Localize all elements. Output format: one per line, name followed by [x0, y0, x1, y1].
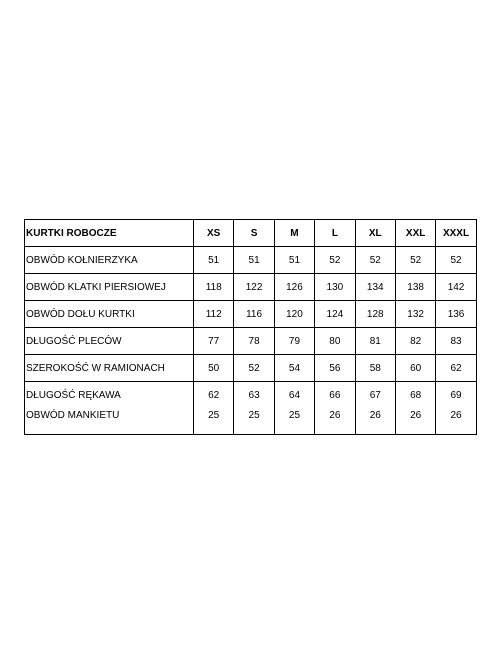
- measurement-value: 26: [315, 408, 355, 435]
- measurement-label: OBWÓD MANKIETU: [25, 408, 194, 435]
- measurement-value: 124: [315, 301, 355, 328]
- measurement-value: 54: [274, 355, 314, 382]
- measurement-value: 134: [355, 274, 395, 301]
- measurement-value: 52: [355, 247, 395, 274]
- measurement-label: SZEROKOŚĆ W RAMIONACH: [25, 355, 194, 382]
- size-chart-table: [24, 219, 477, 435]
- measurement-value: 26: [355, 408, 395, 435]
- size-header-xl: XL: [355, 220, 395, 247]
- table-row: [25, 382, 477, 409]
- measurement-value: 25: [194, 408, 234, 435]
- measurement-value: 52: [315, 247, 355, 274]
- measurement-value: 79: [274, 328, 314, 355]
- measurement-label: OBWÓD KLATKI PIERSIOWEJ: [25, 274, 194, 301]
- size-header-m: M: [274, 220, 314, 247]
- measurement-value: 78: [234, 328, 274, 355]
- measurement-value: 77: [194, 328, 234, 355]
- measurement-value: 69: [436, 382, 476, 409]
- table-row: [25, 301, 477, 328]
- measurement-value: 52: [436, 247, 476, 274]
- measurement-value: 126: [274, 274, 314, 301]
- measurement-value: 132: [395, 301, 435, 328]
- size-header-xs: XS: [194, 220, 234, 247]
- measurement-value: 118: [194, 274, 234, 301]
- measurement-value: 128: [355, 301, 395, 328]
- table-title: KURTKI ROBOCZE: [25, 220, 194, 247]
- measurement-value: 112: [194, 301, 234, 328]
- size-header-l: L: [315, 220, 355, 247]
- measurement-value: 51: [194, 247, 234, 274]
- measurement-value: 26: [395, 408, 435, 435]
- measurement-value: 63: [234, 382, 274, 409]
- measurement-value: 122: [234, 274, 274, 301]
- measurement-value: 50: [194, 355, 234, 382]
- measurement-value: 62: [194, 382, 234, 409]
- measurement-value: 116: [234, 301, 274, 328]
- measurement-value: 120: [274, 301, 314, 328]
- size-header-s: S: [234, 220, 274, 247]
- measurement-value: 66: [315, 382, 355, 409]
- measurement-value: 82: [395, 328, 435, 355]
- measurement-label: DŁUGOŚĆ RĘKAWA: [25, 382, 194, 409]
- measurement-value: 58: [355, 355, 395, 382]
- measurement-value: 130: [315, 274, 355, 301]
- measurement-value: 51: [234, 247, 274, 274]
- measurement-value: 52: [234, 355, 274, 382]
- measurement-value: 67: [355, 382, 395, 409]
- measurement-value: 62: [436, 355, 476, 382]
- measurement-value: 138: [395, 274, 435, 301]
- measurement-label: OBWÓD DOŁU KURTKI: [25, 301, 194, 328]
- measurement-value: 68: [395, 382, 435, 409]
- measurement-value: 26: [436, 408, 476, 435]
- table-row: [25, 355, 477, 382]
- measurement-value: 56: [315, 355, 355, 382]
- measurement-value: 80: [315, 328, 355, 355]
- size-header-xxxl: XXXL: [436, 220, 476, 247]
- table-row: [25, 274, 477, 301]
- header-row: [25, 220, 477, 247]
- measurement-label: DŁUGOŚĆ PLECÓW: [25, 328, 194, 355]
- measurement-value: 25: [274, 408, 314, 435]
- size-chart-body: [25, 220, 477, 435]
- size-header-xxl: XXL: [395, 220, 435, 247]
- measurement-value: 52: [395, 247, 435, 274]
- measurement-value: 81: [355, 328, 395, 355]
- measurement-value: 25: [234, 408, 274, 435]
- measurement-value: 60: [395, 355, 435, 382]
- table-row: [25, 247, 477, 274]
- measurement-value: 51: [274, 247, 314, 274]
- measurement-value: 64: [274, 382, 314, 409]
- measurement-label: OBWÓD KOŁNIERZYKA: [25, 247, 194, 274]
- measurement-value: 136: [436, 301, 476, 328]
- measurement-value: 83: [436, 328, 476, 355]
- measurement-value: 142: [436, 274, 476, 301]
- table-row: [25, 328, 477, 355]
- table-row: [25, 408, 477, 435]
